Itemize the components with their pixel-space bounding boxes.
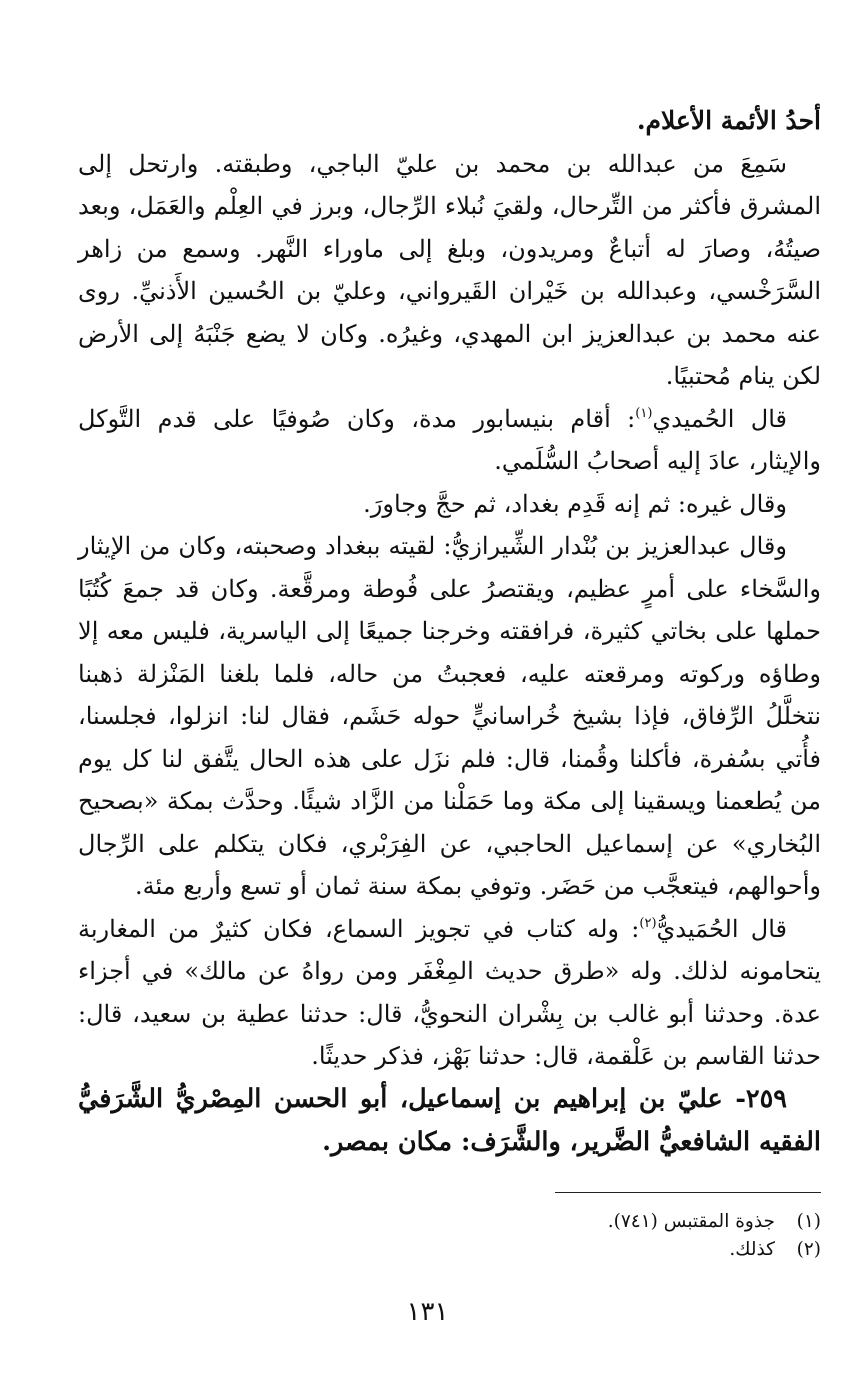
other-quote-paragraph: وقال غيره: ثم إنه قَدِم بغداد، ثم حجَّ وجاورَ. <box>363 489 787 518</box>
footnote-divider <box>555 1192 821 1193</box>
footnote-ref-2[interactable]: (٢) <box>639 915 657 931</box>
footnote-ref-1[interactable]: (١) <box>635 405 653 421</box>
footnote-number: (١) <box>796 1211 821 1232</box>
footnotes <box>78 1208 821 1264</box>
shirazi-quote-paragraph: وقال عبدالعزيز بن بُنْدار الشِّيرازيُّ: لقيته ببغداد وصحبته، وكان من الإيثار والسَّخاء على أمرٍ عظيم، ويقتصرُ على فُوطة ومرقَّعة. وكان قد جمعَ كُتُبًا حملها على بخاتي كثيرة، فرافقته وخرجنا جميعًا إلى الياسرية، فليس معه إلا وطاؤه وركوته ومرقعته عليه، فعجبتُ من حاله، فلما بلغنا المَنْزلة ذهبنا نتخلَّلُ الرِّفاق، فإذا بشيخ خُراسانيٍّ حوله حَشَم، فقال لنا: انزلوا، فجلسنا، فأُتي بسُفرة، فأكلنا وقُمنا، قال: فلم نزَل على هذه الحال يتَّفق لنا كل يوم من يُطعمنا ويسقينا إلى مكة وما حَمَلْنا من الزَّاد شيئًا. وحدَّث بمكة «بصحيح البُخاري» عن إسماعيل الحاجبي، عن الفِرَبْري، فكان يتكلم على الرِّجال وأحوالهم، فيتعجَّب من حَضَر. وتوفي بمكة سنة ثمان أو تسع وأربع مئة. <box>78 532 821 900</box>
main-text <box>78 100 821 1078</box>
humaydi-second-quote-paragraph <box>78 908 821 1078</box>
footnote-text: كذلك. <box>729 1239 775 1260</box>
humaydi-second-quote-lead: قال الحُمَيديُّ <box>656 914 788 943</box>
humaydi-quote-lead: قال الحُميدي <box>652 404 788 433</box>
continued-line: أحدُ الأئمة الأعلام. <box>636 106 821 135</box>
footnote-text: جذوة المقتبس (٧٤١). <box>607 1211 775 1232</box>
footnote-2 <box>78 1236 821 1264</box>
humaydi-quote-text: : أقام بنيسابور مدة، وكان صُوفيًا على قدم التَّوكل والإيثار، عادَ إليه أصحابُ السُّلَمي. <box>78 404 821 475</box>
footnote-1 <box>78 1208 821 1236</box>
page-number: ١٣١ <box>406 1297 449 1327</box>
biography-paragraph: سَمِعَ من عبدالله بن محمد بن عليّ الباجي، وطبقته. وارتحل إلى المشرق فأكثر من التِّرحال، ولقيَ نُبلاء الرِّجال، وبرز في العِلْم والعَمَل، وبعد صيتُهُ، وصارَ له أتباعٌ ومريدون، وبلغ إلى ماوراء النَّهر. وسمع من زاهر السَّرَخْسي، وعبدالله بن خَيْران القَيرواني، وعليّ بن الحُسين الأَذنيِّ. روى عنه محمد بن عبدالعزيز ابن المهدي، وغيرُه. وكان لا يضع جَنْبَهُ إلى الأرض لكن ينام مُحتبيًا. <box>78 149 821 390</box>
entry-259-heading: ٢٥٩- عليّ بن إبراهيم بن إسماعيل، أبو الحسن المِصْريُّ الشَّرَفيُّ الفقيه الشافعيُّ الضَّرير، والشَّرَف: مكان بمصر. <box>78 1083 821 1157</box>
footnote-number: (٢) <box>796 1239 821 1260</box>
humaydi-second-quote-text: : وله كتاب في تجويز السماع، فكان كثيرٌ من المغاربة يتحامونه لذلك. وله «طرق حديث المِغْفَر ومن رواهُ عن مالك» في أجزاء عدة. وحدثنا أبو غالب بن بِشْران النحويُّ، قال: حدثنا عطية بن سعيد، قال: حدثنا القاسم بن عَلْقمة، قال: حدثنا بَهْز، فذكر حديثًا. <box>78 914 821 1070</box>
page-body <box>78 100 821 1164</box>
humaydi-quote-paragraph <box>78 398 821 483</box>
